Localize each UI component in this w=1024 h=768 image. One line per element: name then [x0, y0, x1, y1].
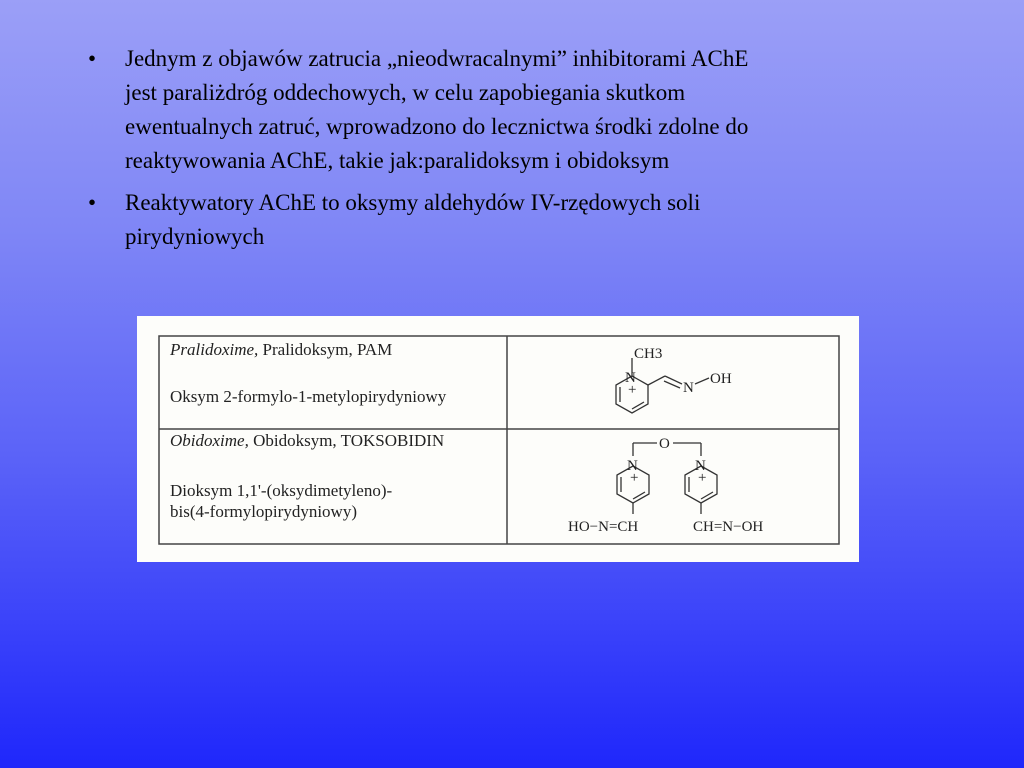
methyl-label: CH3	[634, 346, 663, 362]
obidoxime-polish-names: Obidoksym, TOKSOBIDIN	[248, 431, 445, 450]
obidoxime-description-line-1: Dioksym 1,1'-(oksydimetyleno)-	[170, 481, 393, 500]
bullet-line: Jednym z objawów zatrucia „nieodwracalnymi” inhibitorami AChE	[125, 46, 749, 71]
reactivators-table-image	[137, 316, 859, 562]
bridge-oxygen-label: O	[659, 436, 670, 452]
ring-nitrogen-label: N	[625, 370, 636, 386]
right-oxime-group-label: CH=N−OH	[693, 519, 764, 535]
obidoxime-name	[170, 431, 444, 451]
pralidoxime-polish-names: Pralidoksym, PAM	[258, 340, 393, 359]
left-oxime-group-label: HO−N=CH	[568, 519, 639, 535]
right-charge-label: +	[698, 470, 707, 486]
hydroxyl-label: OH	[710, 371, 732, 387]
bullet-line: reaktywowania AChE, takie jak:paralidoksym i obidoksym	[125, 148, 670, 173]
bullet-line: ewentualnych zatruć, wprowadzono do lecznictwa środki zdolne do	[125, 114, 749, 139]
left-ring-nitrogen-label: N	[627, 458, 638, 474]
pralidoxime-description: Oksym 2-formylo-1-metylopirydyniowy	[170, 387, 447, 406]
bullet-marker: •	[88, 46, 97, 71]
pralidoxime-name	[170, 340, 392, 360]
obidoxime-description-line-2: bis(4-formylopirydyniowy)	[170, 502, 357, 521]
bullet-line: jest paraliżdróg oddechowych, w celu zapobiegania skutkom	[125, 80, 686, 105]
charge-label: +	[628, 382, 637, 398]
bullet-item-2	[88, 186, 918, 254]
bullet-list	[88, 42, 918, 262]
obidoxime-latin-name: Obidoxime,	[170, 431, 249, 450]
right-ring-nitrogen-label: N	[695, 458, 706, 474]
left-charge-label: +	[630, 470, 639, 486]
bullet-line: pirydyniowych	[125, 224, 265, 249]
oxime-nitrogen-label: N	[683, 380, 694, 396]
bullet-marker: •	[88, 190, 97, 215]
pralidoxime-latin-name: Pralidoxime,	[170, 340, 259, 359]
bullet-item-1	[88, 42, 918, 178]
bullet-line: Reaktywatory AChE to oksymy aldehydów IV-rzędowych soli	[125, 190, 701, 215]
